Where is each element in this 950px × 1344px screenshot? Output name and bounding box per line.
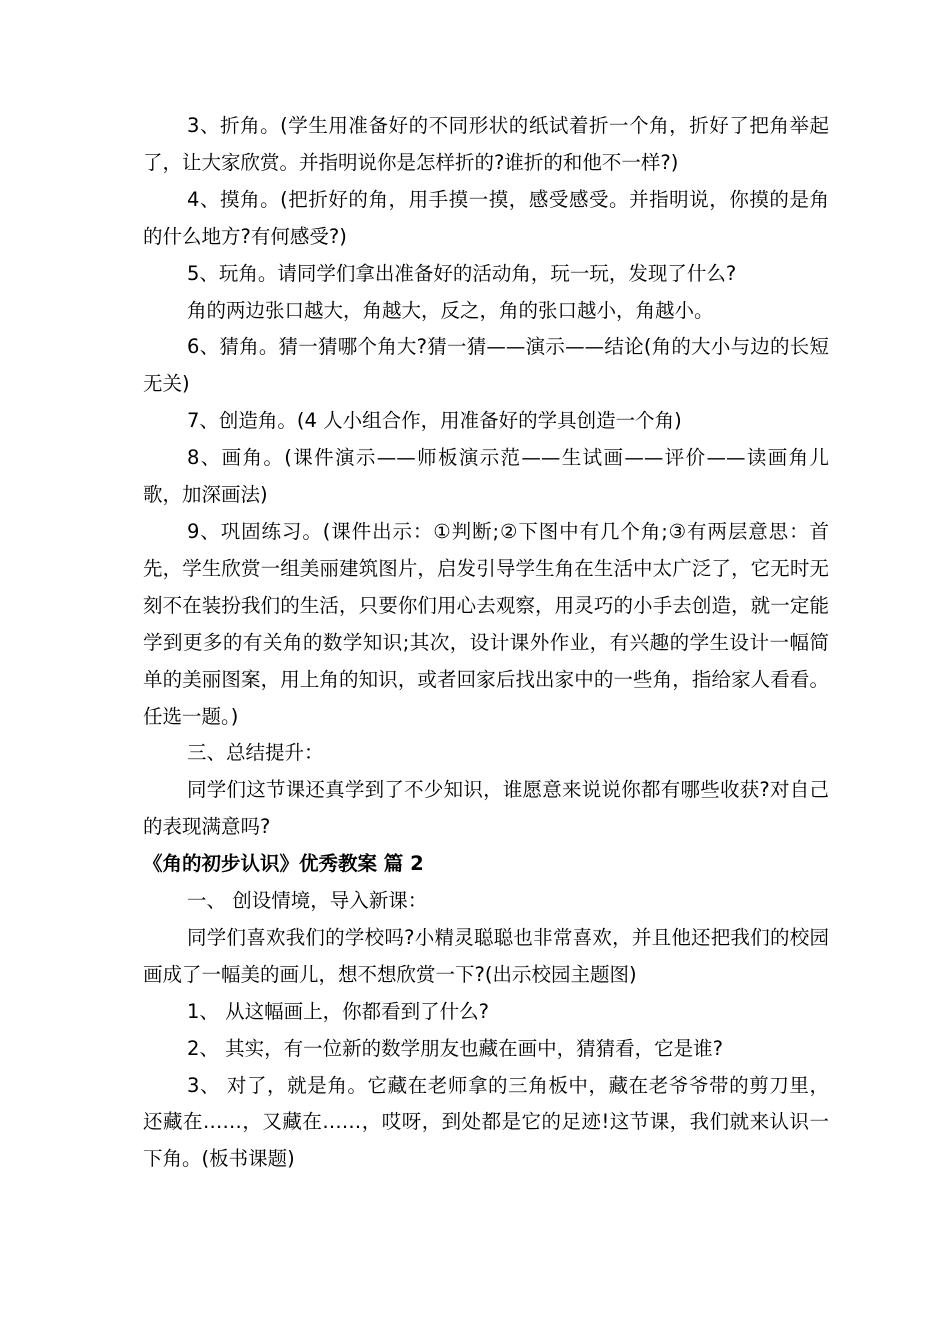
paragraph-summary-heading: 三、总结提升： bbox=[187, 741, 324, 765]
paragraph-draw-angle: 8、画角。(课件演示——师板演示范——生试画——评价——读画角儿歌，加深画法) bbox=[143, 446, 829, 507]
paragraph-summary: 同学们这节课还真学到了不少知识，谁愿意来说说你都有哪些收获?对自己的表现满意吗? bbox=[143, 778, 829, 839]
paragraph-play-angle: 5、玩角。请同学们拿出准备好的活动角，玩一玩，发现了什么? bbox=[187, 261, 737, 285]
paragraph-practice: 9、巩固练习。(课件出示：①判断;②下图中有几个角;③有两层意思：首先，学生欣赏一组美丽建筑图片，启发引导学生角在生活中太广泛了，它无时无刻不在装扮我们的生活，只要你们用心去观察，用灵巧的小手去创造，就一定能学到更多的有关角的数学知识;其次，设计课外作业，有兴趣的学生设计一幅简单的美丽图案，用上角的知识，或者回家后找出家中的一些角，指给家人看看。任选一题。) bbox=[143, 519, 829, 728]
paragraph-question-3: 3、 对了，就是角。它藏在老师拿的三角板中，藏在老爷爷带的剪刀里，还藏在……，又藏在……，哎呀，到处都是它的足迹!这节课，我们就来认识一下角。(板书课题) bbox=[143, 1073, 829, 1171]
paragraph-guess-angle: 6、猜角。猜一猜哪个角大?猜一猜——演示——结论(角的大小与边的长短无关) bbox=[143, 335, 829, 396]
paragraph-intro-heading: 一、 创设情境，导入新课： bbox=[187, 889, 428, 913]
paragraph-touch-angle: 4、摸角。(把折好的角，用手摸一摸，感受感受。并指明说，你摸的是角的什么地方?有何感受?) bbox=[143, 187, 829, 248]
paragraph-question-2: 2、 其实，有一位新的数学朋友也藏在画中，猜猜看，它是谁? bbox=[187, 1036, 723, 1060]
paragraph-fold-angle: 3、折角。(学生用准备好的不同形状的纸试着折一个角，折好了把角举起了，让大家欣赏。并指明说你是怎样折的?谁折的和他不一样?) bbox=[143, 114, 829, 174]
paragraph-school: 同学们喜欢我们的学校吗?小精灵聪聪也非常喜欢，并且他还把我们的校园画成了一幅美的画儿，想不想欣赏一下?(出示校园主题图) bbox=[143, 925, 829, 986]
paragraph-question-1: 1、 从这幅画上，你都看到了什么? bbox=[187, 999, 489, 1023]
section-heading: 《角的初步认识》优秀教案 篇 2 bbox=[143, 852, 424, 876]
paragraph-create-angle: 7、创造角。(4 人小组合作，用准备好的学具创造一个角) bbox=[187, 409, 682, 433]
paragraph-angle-conclusion: 角的两边张口越大，角越大，反之，角的张口越小，角越小。 bbox=[187, 298, 714, 322]
document-page bbox=[143, 108, 829, 1178]
